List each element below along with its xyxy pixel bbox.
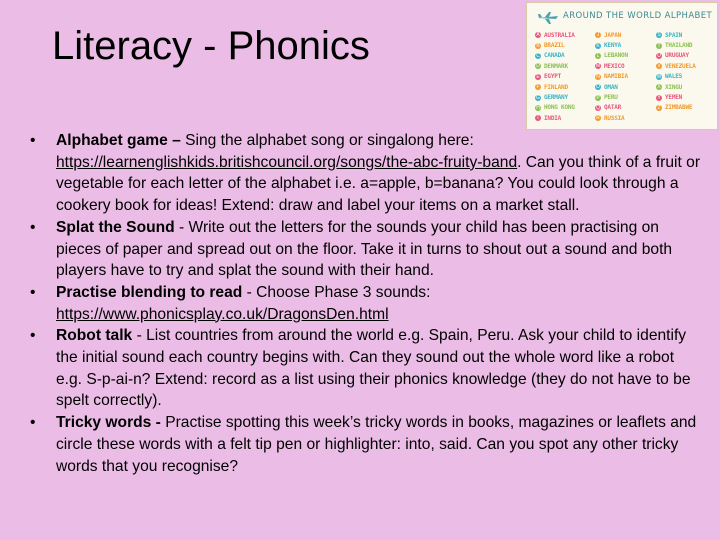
letter-badge: Y: [657, 94, 661, 101]
poster-entry: [535, 103, 595, 113]
poster-entry: [595, 113, 655, 123]
letter-badge: D: [536, 63, 540, 70]
list-item: [30, 325, 702, 412]
list-item: [30, 412, 702, 477]
list-item: [30, 282, 702, 325]
letter-badge: W: [656, 73, 662, 80]
letter-badge: G: [536, 94, 540, 101]
poster-column: [595, 30, 655, 124]
activity-text: - Choose Phase 3 sounds:: [242, 283, 431, 301]
poster-entry: [535, 40, 595, 50]
poster-entry: [595, 92, 655, 102]
country-name: BRAZIL: [544, 42, 565, 50]
activity-title: Alphabet game –: [56, 132, 181, 149]
country-name: GERMANY: [544, 94, 568, 102]
country-name: JAPAN: [604, 31, 622, 39]
poster-title: AROUND THE WORLD ALPHABET: [563, 11, 713, 21]
letter-badge: B: [536, 42, 540, 49]
activity-title: Robot talk: [56, 327, 133, 345]
poster-entry: [656, 51, 716, 61]
poster-entry: [595, 30, 655, 40]
letter-badge: E: [536, 73, 540, 80]
letter-badge: M: [595, 63, 601, 70]
country-name: SPAIN: [665, 31, 683, 39]
bullet-icon: •: [30, 218, 36, 236]
letter-badge: P: [596, 94, 600, 101]
poster-column: [656, 30, 716, 113]
poster-entry: [535, 72, 595, 82]
activity-title: Splat the Sound: [56, 218, 175, 236]
poster-entry: [656, 30, 716, 40]
poster-entry: [535, 30, 595, 40]
poster-entry: [595, 72, 655, 82]
letter-badge: K: [596, 42, 600, 49]
country-name: WALES: [665, 73, 683, 81]
poster-entry: [595, 61, 655, 71]
country-name: DENMARK: [544, 62, 568, 70]
activity-title: Practise blending to read: [56, 283, 243, 301]
airplane-icon: [537, 11, 559, 25]
letter-badge: R: [596, 115, 600, 122]
letter-badge: V: [657, 63, 661, 70]
bullet-icon: •: [30, 283, 36, 301]
country-name: VENEZUELA: [665, 62, 696, 70]
country-name: HONG KONG: [544, 104, 575, 112]
page-title: Literacy - Phonics: [52, 24, 370, 68]
list-item: [30, 130, 702, 217]
country-name: FINLAND: [544, 83, 568, 91]
poster-entry: [595, 40, 655, 50]
activity-text: - Write out the letters for the sounds your child has been practising on pieces of paper and spread out on the floor. Take it in turns to shout out a sound and both players have to try and splat the sound with their hand.: [56, 218, 673, 280]
list-item: [30, 217, 702, 282]
letter-badge: Z: [657, 104, 661, 111]
poster-entry: [595, 103, 655, 113]
country-name: LEBANON: [604, 52, 628, 60]
letter-badge: U: [657, 52, 661, 59]
poster-entry: [656, 72, 716, 82]
letter-badge: A: [536, 32, 540, 39]
letter-badge: F: [536, 84, 540, 91]
country-name: URUGUAY: [665, 52, 689, 60]
letter-badge: L: [596, 52, 600, 59]
activity-title: Tricky words -: [56, 414, 161, 432]
activity-text: Practise spotting this week’s tricky words in books, magazines or leaflets and circle these words with a felt tip pen or highlighter: into, said. Can you spot any other tricky words that you recognise?: [56, 414, 697, 475]
letter-badge: X: [657, 84, 661, 91]
country-name: ZIMBABWE: [665, 104, 693, 112]
letter-badge: N: [596, 73, 600, 80]
bullet-icon: •: [30, 132, 36, 149]
poster-entry: [595, 82, 655, 92]
letter-badge: Q: [596, 104, 600, 111]
letter-badge: C: [536, 52, 540, 59]
alphabet-poster-image: [526, 2, 718, 130]
country-name: OMAN: [604, 83, 618, 91]
letter-badge: T: [657, 42, 661, 49]
poster-entry: [535, 113, 595, 123]
poster-entry: [535, 51, 595, 61]
country-name: YEMEN: [665, 94, 683, 102]
activity-text: Sing the alphabet song or singalong here:: [180, 132, 474, 149]
activity-text: . Can you think of a fruit or vegetable for each letter of the alphabet i.e. a=apple, b=banana? You could look through a cookery book for ideas! Extend: draw and label your items on a market stall.: [56, 153, 701, 215]
letter-badge: O: [596, 84, 600, 91]
country-name: EGYPT: [544, 73, 562, 81]
song-link[interactable]: https://learnenglishkids.britishcouncil.org/songs/the-abc-fruity-band: [56, 153, 518, 171]
country-name: AUSTRALIA: [544, 31, 575, 39]
letter-badge: J: [596, 32, 600, 39]
phonicsplay-link[interactable]: https://www.phonicsplay.co.uk/DragonsDen.html: [56, 305, 389, 323]
poster-entry: [535, 92, 595, 102]
letter-badge: S: [657, 32, 661, 39]
country-name: THAILAND: [665, 42, 693, 50]
country-name: MEXICO: [604, 62, 625, 70]
bullet-icon: •: [30, 414, 36, 432]
poster-entry: [535, 82, 595, 92]
country-name: CANADA: [544, 52, 565, 60]
poster-entry: [656, 92, 716, 102]
poster-entry: [656, 61, 716, 71]
country-name: QATAR: [604, 104, 622, 112]
bullet-icon: •: [30, 327, 36, 345]
country-name: KENYA: [604, 42, 622, 50]
letter-badge: H: [536, 104, 540, 111]
poster-column: [535, 30, 595, 124]
country-name: NAMIBIA: [604, 73, 628, 81]
country-name: PERU: [604, 94, 618, 102]
country-name: RUSSIA: [604, 114, 625, 122]
poster-entry: [656, 40, 716, 50]
poster-entry: [595, 51, 655, 61]
poster-entry: [656, 82, 716, 92]
activity-text: - List countries from around the world e.g. Spain, Peru. Ask your child to identify the initial sound each country begins with. Can they sound out the whole word like a robot e.g. S-p-ai-n? Extend: record as a list using their phonics knowledge (they do not have to be spelt correctly).: [56, 327, 691, 410]
country-name: XINGU: [665, 83, 683, 91]
poster-header: [533, 7, 713, 27]
poster-entry: [656, 103, 716, 113]
letter-badge: I: [535, 115, 541, 121]
activity-list: [30, 130, 702, 477]
poster-entry: [535, 61, 595, 71]
country-name: INDIA: [544, 114, 562, 122]
